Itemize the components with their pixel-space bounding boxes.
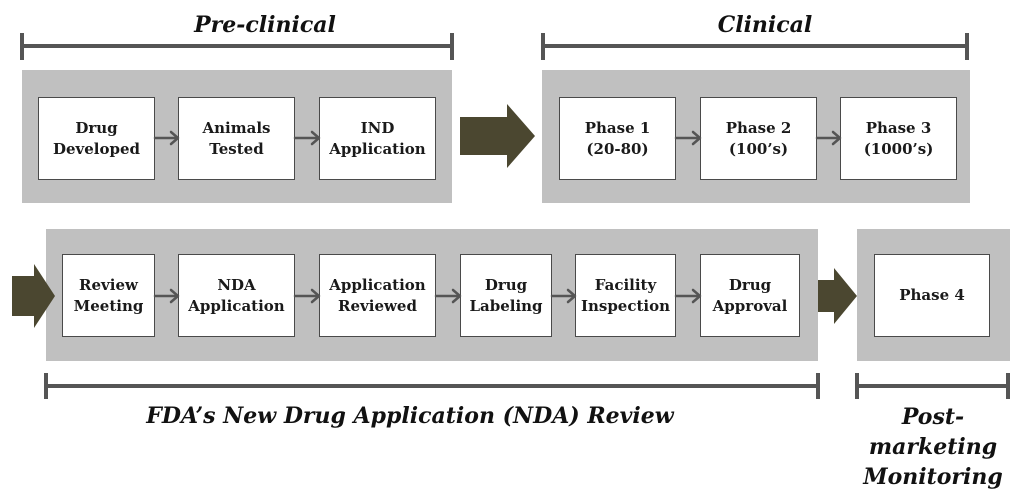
step-animals-tested: Animals Tested (178, 97, 295, 180)
arrow-labeling-to-inspection (552, 290, 575, 302)
preclinical-title: Pre-clinical (194, 12, 336, 38)
step-drug-approval: Drug Approval (700, 254, 800, 337)
preclinical-bracket (22, 33, 452, 60)
step-application-reviewed: Application Reviewed (319, 254, 436, 337)
arrow-reviewed-to-labeling (436, 290, 460, 302)
step-drug-developed: Drug Developed (38, 97, 155, 180)
block-arrow-nda-to-post (818, 268, 857, 324)
nda-review-title: FDA’s New Drug Application (NDA) Review (146, 403, 674, 429)
arrow-animals-to-ind (295, 132, 319, 144)
arrow-inspection-to-approval (676, 290, 700, 302)
step-drug-labeling: Drug Labeling (460, 254, 552, 337)
step-facility-inspection: Facility Inspection (575, 254, 676, 337)
arrow-phase1-to-phase2 (676, 132, 700, 144)
step-review-meeting: Review Meeting (62, 254, 155, 337)
block-arrow-into-nda (12, 264, 55, 328)
post-marketing-bracket (857, 373, 1008, 399)
arrow-drug-to-animals (155, 132, 178, 144)
block-arrow-preclinical-to-clinical (460, 104, 535, 168)
step-ind-application: IND Application (319, 97, 436, 180)
clinical-bracket (543, 33, 967, 60)
arrow-review-to-nda (155, 290, 178, 302)
clinical-title: Clinical (717, 12, 813, 38)
step-phase-4: Phase 4 (874, 254, 990, 337)
post-marketing-title: Post-marketing Monitoring (863, 404, 1003, 490)
step-nda-application: NDA Application (178, 254, 295, 337)
arrow-nda-to-reviewed (295, 290, 319, 302)
step-phase-2: Phase 2 (100’s) (700, 97, 817, 180)
nda-review-bracket (46, 373, 818, 399)
arrow-phase2-to-phase3 (817, 132, 840, 144)
step-phase-1: Phase 1 (20-80) (559, 97, 676, 180)
step-phase-3: Phase 3 (1000’s) (840, 97, 957, 180)
